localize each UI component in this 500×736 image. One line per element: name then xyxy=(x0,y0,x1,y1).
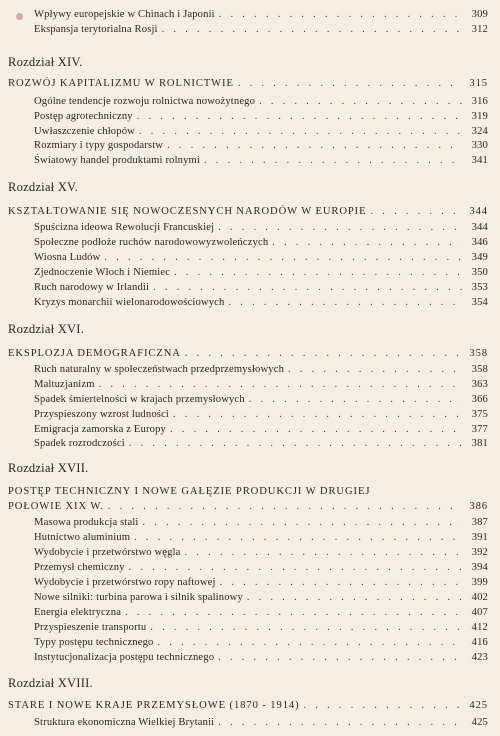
chapter-heading: Rozdział XV. xyxy=(8,180,79,194)
toc-entry[interactable]: Nowe silniki: turbina parowa i silnik spalinowy . . . 402 xyxy=(34,591,488,605)
leader-dots xyxy=(170,423,462,437)
toc-entry[interactable]: Wydobycie i przetwórstwo ropy naftowej . . . 399 xyxy=(34,576,488,590)
leader-dots xyxy=(185,546,462,560)
leader-dots xyxy=(125,606,462,620)
toc-entry[interactable]: Emigracja zamorska z Europy . . . 377 xyxy=(34,423,488,437)
entry-page: 312 xyxy=(471,24,488,35)
toc-entry[interactable]: Przyspieszenie transportu . . . 412 xyxy=(34,621,488,635)
toc-entry[interactable]: Przemysł chemiczny . . . 394 xyxy=(34,561,488,575)
leader-dots xyxy=(134,531,462,545)
leader-dots xyxy=(370,205,462,219)
leader-dots xyxy=(129,561,462,575)
leader-dots xyxy=(219,8,462,22)
leader-dots xyxy=(129,437,462,451)
ink-mark xyxy=(16,13,23,20)
entry-label: Ekspansja terytorialna Rosji xyxy=(34,24,158,35)
toc-entry[interactable]: Ogólne tendencje rozwoju rolnictwa nowożytnego . . . 316 xyxy=(34,95,488,109)
chapter-title[interactable]: KSZTAŁTOWANIE SIĘ NOWOCZESNYCH NARODÓW W EUROPIE . . . 344 xyxy=(8,205,488,219)
toc-entry[interactable]: Hutnictwo aluminium . . . 391 xyxy=(34,531,488,545)
chapter-title[interactable]: ROZWÓJ KAPITALIZMU W ROLNICTWIE . . . 315 xyxy=(8,77,488,91)
toc-entry[interactable]: Postęp agrotechniczny . . . 319 xyxy=(34,110,488,124)
leader-dots xyxy=(104,251,462,265)
leader-dots xyxy=(137,110,462,124)
leader-dots xyxy=(218,651,462,665)
leader-dots xyxy=(228,296,462,310)
toc-entry[interactable]: Wiosna Ludów . . . 349 xyxy=(34,251,488,265)
toc-entry[interactable] xyxy=(34,23,488,37)
toc-entry[interactable]: Światowy handel produktami rolnymi . . . 341 xyxy=(34,154,488,168)
leader-dots xyxy=(220,576,462,590)
leader-dots xyxy=(304,699,462,713)
chapter-title[interactable]: STARE I NOWE KRAJE PRZEMYSŁOWE (1870 - 1914) . . . 425 xyxy=(8,699,488,713)
leader-dots xyxy=(99,378,462,392)
toc-entry[interactable]: Energia elektryczna . . . 407 xyxy=(34,606,488,620)
toc-entry[interactable]: Instytucjonalizacja postępu technicznego . . . 423 xyxy=(34,651,488,665)
chapter-title[interactable]: POŁOWIE XIX W. . . . 386 xyxy=(8,500,488,514)
leader-dots xyxy=(153,281,462,295)
leader-dots xyxy=(247,591,462,605)
entry-label: Wpływy europejskie w Chinach i Japonii xyxy=(34,9,215,20)
toc-entry[interactable]: Spadek rozrodczości . . . 381 xyxy=(34,437,488,451)
leader-dots xyxy=(249,393,462,407)
chapter-title-line1[interactable]: POSTĘP TECHNICZNY I NOWE GAŁĘZIE PRODUKCJI W DRUGIEJ xyxy=(8,486,371,497)
chapter-heading: Rozdział XVI. xyxy=(8,322,85,336)
toc-entry[interactable]: Typy postępu technicznego . . . 416 xyxy=(34,636,488,650)
leader-dots xyxy=(158,636,462,650)
leader-dots xyxy=(259,95,462,109)
chapter-heading: Rozdział XIV. xyxy=(8,55,83,69)
leader-dots xyxy=(218,716,462,730)
leader-dots xyxy=(238,77,462,91)
toc-entry[interactable]: Społeczne podłoże ruchów narodowowyzwoleńczych . . . 346 xyxy=(34,236,488,250)
toc-entry[interactable]: Rozmiary i typy gospodarstw . . . 330 xyxy=(34,139,488,153)
leader-dots xyxy=(174,266,462,280)
chapter-heading: Rozdział XVII. xyxy=(8,461,89,475)
leader-dots xyxy=(150,621,462,635)
toc-entry[interactable]: Zjednoczenie Włoch i Niemiec . . . 350 xyxy=(34,266,488,280)
toc-entry[interactable]: Kryzys monarchii wielonarodowościowych . . . 354 xyxy=(34,296,488,310)
leader-dots xyxy=(167,139,462,153)
leader-dots xyxy=(162,23,462,37)
entry-page: 309 xyxy=(471,9,488,20)
leader-dots xyxy=(272,236,462,250)
leader-dots xyxy=(204,154,462,168)
toc-entry[interactable]: Ruch narodowy w Irlandii . . . 353 xyxy=(34,281,488,295)
chapter-heading: Rozdział XVIII. xyxy=(8,676,93,690)
toc-entry[interactable]: Masowa produkcja stali . . . 387 xyxy=(34,516,488,530)
toc-entry[interactable]: Maltuzjanizm . . . 363 xyxy=(34,378,488,392)
toc-entry[interactable]: Ruch naturalny w społeczeństwach przedprzemysłowych . . . 358 xyxy=(34,363,488,377)
leader-dots xyxy=(185,347,462,361)
leader-dots xyxy=(173,408,462,422)
toc-entry[interactable]: Przyspieszony wzrost ludności . . . 375 xyxy=(34,408,488,422)
leader-dots xyxy=(139,125,462,139)
toc-entry[interactable] xyxy=(34,8,488,22)
toc-entry[interactable]: Spuścizna ideowa Rewolucji Francuskiej . . . 344 xyxy=(34,221,488,235)
toc-entry[interactable]: Wydobycie i przetwórstwo węgla . . . 392 xyxy=(34,546,488,560)
toc-entry[interactable]: Struktura ekonomiczna Wielkiej Brytanii . . . 425 xyxy=(34,716,488,730)
chapter-title[interactable]: EKSPLOZJA DEMOGRAFICZNA . . . 358 xyxy=(8,347,488,361)
leader-dots xyxy=(108,500,462,514)
leader-dots xyxy=(218,221,462,235)
leader-dots xyxy=(288,363,462,377)
toc-entry[interactable]: Uwłaszczenie chłopów . . . 324 xyxy=(34,125,488,139)
toc-entry[interactable]: Spadek śmiertelności w krajach przemysłowych . . . 366 xyxy=(34,393,488,407)
leader-dots xyxy=(143,516,462,530)
